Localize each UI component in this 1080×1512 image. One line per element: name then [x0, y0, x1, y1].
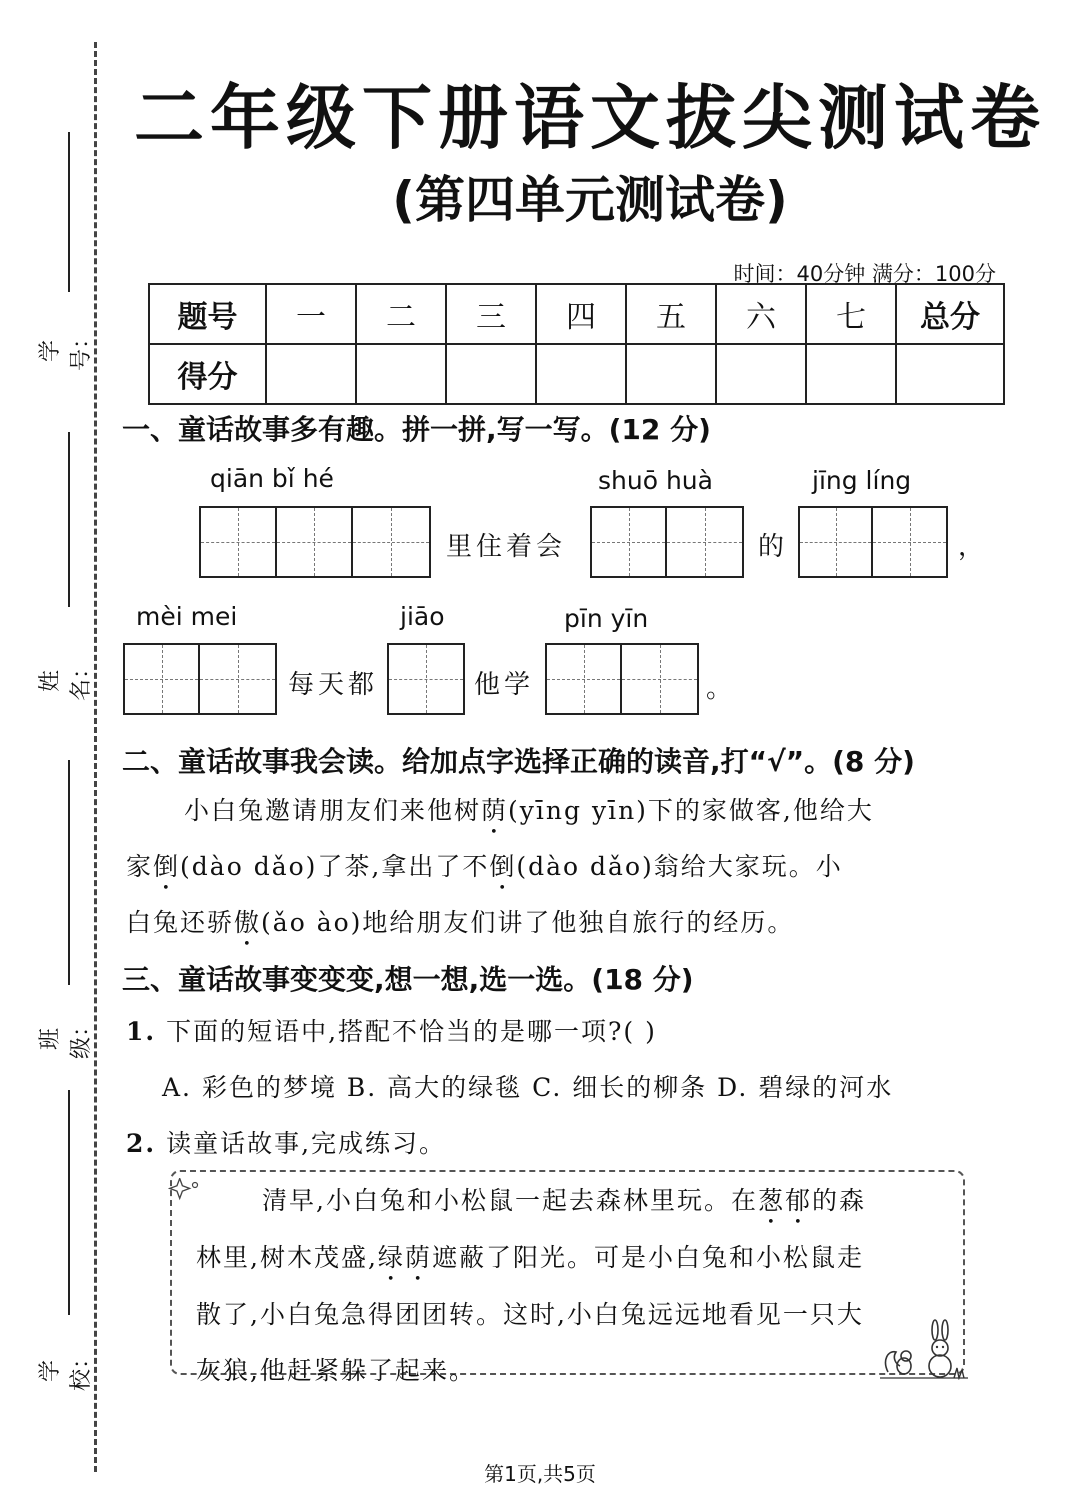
passage-text: (ǎo ào)地给朋友们讲了他独自旅行的经历。	[261, 908, 795, 937]
passage-line	[126, 840, 976, 896]
story-text-span: 的森	[811, 1186, 866, 1215]
score-header-cell: 一	[266, 284, 356, 344]
dotted-char: 绿	[377, 1243, 405, 1272]
question-2	[126, 1124, 446, 1160]
story-line: 散了,小白兔急得团团转。这时,小白兔远远地看见一只大	[196, 1300, 864, 1329]
writing-cell[interactable]	[353, 508, 429, 576]
section1-heading: 一、童话故事多有趣。拼一拼,写一写。(12 分)	[122, 413, 711, 446]
writing-cell[interactable]	[547, 645, 622, 713]
score-cell[interactable]	[626, 344, 716, 404]
story-line: 灰狼,他赶紧躲了起来。	[196, 1356, 476, 1385]
question-1	[126, 1012, 657, 1048]
score-header-cell: 总分	[896, 284, 1004, 344]
passage-text: 白兔还骄	[126, 908, 235, 937]
writing-cell[interactable]	[592, 508, 667, 576]
school-line	[68, 1090, 70, 1315]
link-text-3: ，	[958, 532, 989, 562]
score-table-header-row	[149, 284, 1004, 344]
section2-heading: 二、童话故事我会读。给加点字选择正确的读音,打“√”。(8 分)	[122, 745, 915, 778]
story-line	[196, 1230, 944, 1287]
rabbit-squirrel-illustration	[878, 1316, 970, 1380]
writing-cell[interactable]	[622, 645, 697, 713]
name-line	[68, 432, 70, 607]
score-header-cell: 七	[806, 284, 896, 344]
score-header-cell: 四	[536, 284, 626, 344]
score-row-label: 得分	[149, 344, 266, 404]
score-cell[interactable]	[536, 344, 626, 404]
pinyin-pin-yin: pīn yīn	[564, 604, 649, 633]
writing-grid-shuohua[interactable]	[590, 506, 744, 578]
writing-cell[interactable]	[389, 645, 463, 713]
passage-text: (yīng yīn)下的家做客,他给大	[508, 796, 874, 825]
story-text-span: 遮蔽了阳光。可是小白兔和小松鼠走	[431, 1243, 864, 1272]
question-text: 下面的短语中,搭配不恰当的是哪一项?( )	[166, 1017, 657, 1046]
pinyin-jiao: jiāo	[400, 602, 445, 631]
writing-cell[interactable]	[200, 645, 275, 713]
passage-text: 小白兔邀请朋友们来他树	[184, 796, 482, 825]
score-cell[interactable]	[896, 344, 1004, 404]
story-text-span: 清早,小白兔和小松鼠一起去森林里玩。在	[262, 1186, 758, 1215]
score-header-cell: 六	[716, 284, 806, 344]
school-label: 学校：	[38, 1346, 94, 1391]
link-text-4: 每天都	[288, 670, 379, 700]
score-cell[interactable]	[356, 344, 446, 404]
writing-cell[interactable]	[667, 508, 742, 576]
score-cell[interactable]	[806, 344, 896, 404]
pinyin-qian-bi-he: qiān bǐ hé	[210, 464, 334, 493]
score-header-cell: 二	[356, 284, 446, 344]
student-no-line	[68, 132, 70, 292]
passage-line	[126, 896, 976, 952]
passage-line	[126, 784, 976, 840]
passage-text: (dào dǎo)了茶,拿出了不	[180, 852, 490, 881]
pinyin-jing-ling: jīng líng	[812, 466, 912, 495]
score-table	[148, 283, 1005, 405]
question-number: 1.	[126, 1017, 157, 1046]
writing-cell[interactable]	[201, 508, 277, 576]
passage-text: (dào dǎo)翁给大家玩。小	[516, 852, 843, 881]
dotted-char: 葱	[757, 1186, 785, 1215]
question-text: 读童话故事,完成练习。	[166, 1129, 447, 1158]
dotted-char: 荫	[404, 1243, 432, 1272]
class-line	[68, 760, 70, 985]
writing-cell[interactable]	[125, 645, 200, 713]
story-line	[196, 1173, 944, 1230]
writing-grid-jiao[interactable]	[387, 643, 465, 715]
name-label: 姓名：	[38, 656, 94, 701]
dotted-char: 倒	[153, 852, 181, 881]
question-number: 2.	[126, 1129, 157, 1158]
page-subtitle: (第四单元测试卷)	[392, 171, 788, 229]
score-cell[interactable]	[716, 344, 806, 404]
passage-text: 家	[126, 852, 154, 881]
page-footer: 第1页,共5页	[484, 1462, 596, 1486]
writing-cell[interactable]	[800, 508, 873, 576]
story-text	[196, 1173, 944, 1399]
score-header-cell: 题号	[149, 284, 266, 344]
dotted-char: 倒	[489, 852, 517, 881]
score-header-cell: 五	[626, 284, 716, 344]
class-label: 班级：	[38, 1014, 94, 1059]
dotted-char: 傲	[234, 908, 262, 937]
writing-grid-jingling[interactable]	[798, 506, 948, 578]
pinyin-mei-mei: mèi mei	[136, 602, 238, 631]
section3-heading: 三、童话故事变变变,想一想,选一选。(18 分)	[122, 963, 694, 996]
writing-cell[interactable]	[277, 508, 353, 576]
student-no-label: 学号：	[38, 326, 94, 371]
link-text-5: 他学	[474, 670, 535, 700]
dotted-char: 荫	[481, 796, 509, 825]
story-text-span: 林里,树木茂盛,	[196, 1243, 378, 1272]
page-title: 二年级下册语文拔尖测试卷	[134, 77, 1046, 159]
binding-dashed-line	[94, 42, 97, 1472]
writing-grid-qianbihe[interactable]	[199, 506, 431, 578]
writing-grid-meimei[interactable]	[123, 643, 277, 715]
question-1-options[interactable]: A. 彩色的梦境 B. 高大的绿毯 C. 细长的柳条 D. 碧绿的河水	[162, 1073, 894, 1102]
link-text-6: 。	[706, 674, 737, 704]
score-table-score-row	[149, 344, 1004, 404]
link-text-2: 的	[758, 532, 789, 562]
writing-grid-pinyin[interactable]	[545, 643, 699, 715]
score-header-cell: 三	[446, 284, 536, 344]
link-text-1: 里住着会	[446, 532, 567, 562]
pinyin-shuo-hua: shuō huà	[598, 466, 713, 495]
score-cell[interactable]	[446, 344, 536, 404]
section2-passage	[126, 784, 976, 952]
writing-cell[interactable]	[873, 508, 946, 576]
dotted-char: 郁	[784, 1186, 812, 1215]
exam-info: 时间：40分钟 满分：100分	[733, 262, 996, 286]
score-cell[interactable]	[266, 344, 356, 404]
